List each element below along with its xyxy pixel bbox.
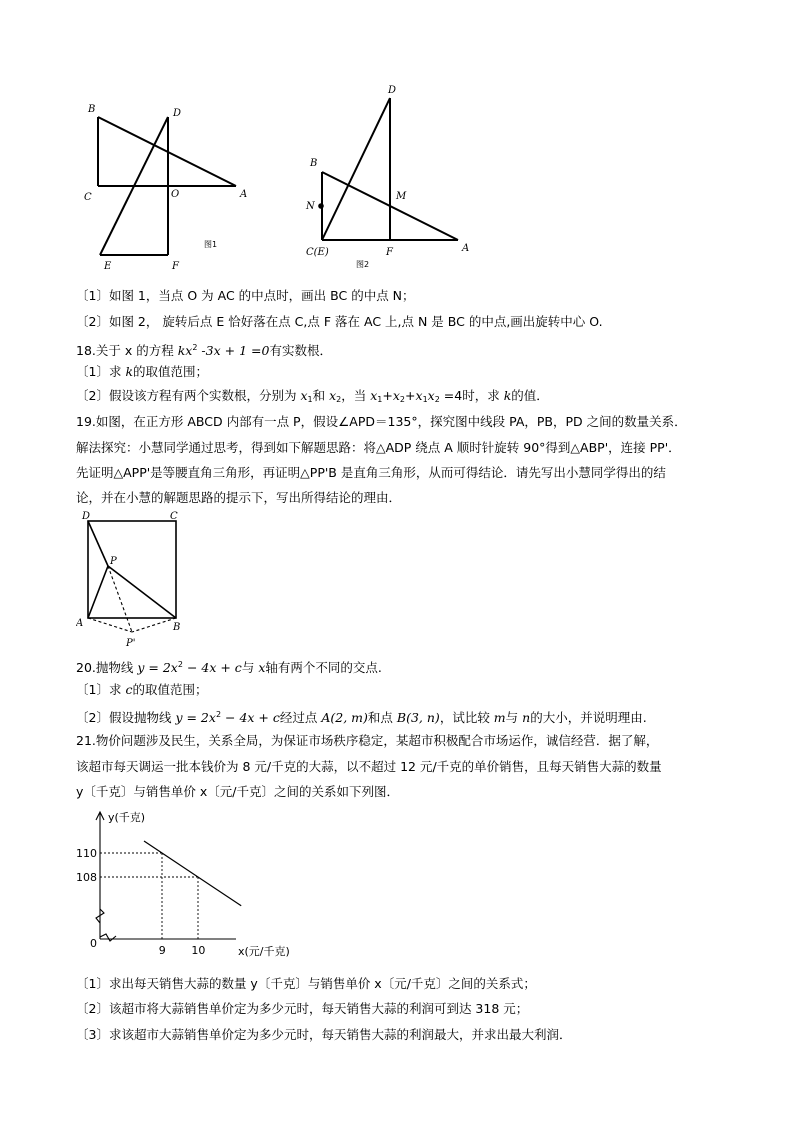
q18-cond-plus: + xyxy=(382,388,393,403)
figure-square xyxy=(76,508,196,653)
fig1-label-C: C xyxy=(84,192,92,203)
q18-p2-c: 时，求 xyxy=(462,388,504,403)
q20-p1-b: 的取值范围； xyxy=(132,682,208,697)
sq-label-A: A xyxy=(76,618,84,629)
q19-line2: 解法探究：小慧同学通过思考，得到如下解题思路：将△ADP 绕点 A 顺时针旋转 90°得到△ABP'，连接 PP'． xyxy=(76,440,681,455)
q18-and: 和 xyxy=(312,388,330,403)
q18-cond-x2: x xyxy=(392,388,400,403)
chart-x-tick-label-0: 9 xyxy=(158,944,166,957)
q20-p2-exp: 2 xyxy=(215,710,222,719)
q19-line1: 19.如图，在正方形 ABCD 内部有一点 P，假设∠APD＝135°，探究图中线段 PA，PB，PD 之间的数量关系． xyxy=(76,414,687,429)
q18-eq-k: k xyxy=(177,343,186,358)
sq-label-B: B xyxy=(173,622,181,633)
q21-part1: 〔1〕求出每天销售大蒜的数量 y〔千克〕与销售单价 x〔元/千克〕之间的关系式； xyxy=(76,976,536,991)
q18-part2 xyxy=(76,388,549,408)
q20-p2-e: 与 xyxy=(505,710,523,725)
q20-m: m xyxy=(493,710,506,725)
q20-point-A: A xyxy=(321,710,331,725)
fig1-label-F: F xyxy=(172,261,179,272)
fig2-label-D: D xyxy=(388,85,397,96)
q21-part2: 〔2〕该超市将大蒜销售单价定为多少元时，每天销售大蒜的利润可到达 318 元； xyxy=(76,1001,529,1016)
q18-p2-a: 〔2〕假设该方程有两个实数根，分别为 xyxy=(76,388,301,403)
segment-PB xyxy=(108,566,176,618)
segment-PD xyxy=(88,521,108,566)
q18-cond-eq: =4 xyxy=(439,388,463,403)
fig1-caption: 图1 xyxy=(204,240,218,249)
q18-text-1: 关于 x 的方程 xyxy=(95,343,178,358)
fig2-caption: 图2 xyxy=(356,260,370,269)
q20-eq-exp: 2 xyxy=(177,660,183,669)
q20-p2-d: ，试比较 xyxy=(439,710,494,725)
q20-x: x xyxy=(258,660,266,675)
q20-point-B-coords: (3, n) xyxy=(406,710,440,725)
q18-eq-rest: -3x + 1 =0 xyxy=(197,343,270,358)
q18-stem xyxy=(76,340,332,359)
q20-p1-c: c xyxy=(125,682,133,697)
fig2-label-F: F xyxy=(386,247,393,258)
chart-x-axis-break xyxy=(100,934,116,941)
figure-2 xyxy=(300,80,480,275)
q20-p2-a: 〔2〕假设抛物线 xyxy=(76,710,176,725)
fig2-segment-CD xyxy=(322,98,390,240)
q20-text-3: 轴有两个不同的交点. xyxy=(265,660,382,675)
q17-part1: 〔1〕如图 1，当点 O 为 AC 的中点时，画出 BC 的中点 N； xyxy=(76,288,415,303)
q20-point-B: B xyxy=(396,710,407,725)
sq-label-D: D xyxy=(82,511,91,522)
fig2-label-B: B xyxy=(310,158,318,169)
q21-part3: 〔3〕求该超市大蒜销售单价定为多少元时，每天销售大蒜的利润最大，并求出最大利润． xyxy=(76,1027,572,1042)
q18-p2-b: ，当 xyxy=(341,388,371,403)
q18-number: 18. xyxy=(76,343,96,358)
q20-n: n xyxy=(522,710,531,725)
figure-1 xyxy=(80,100,260,280)
q20-part1 xyxy=(76,682,207,698)
q18-x1-sub: 1 xyxy=(307,395,313,404)
segment-BP2-dashed xyxy=(132,618,176,632)
q20-text-1: 抛物线 xyxy=(95,660,138,675)
q18-cond-s4: 2 xyxy=(434,395,440,404)
q18-part1 xyxy=(76,364,208,380)
q18-x2: x xyxy=(329,388,337,403)
chart-line-series xyxy=(144,841,241,906)
q18-cond-s1: 1 xyxy=(377,395,383,404)
q18-cond-x3: x xyxy=(415,388,423,403)
q18-eq-x: x xyxy=(185,343,193,358)
q20-p2-c: 和点 xyxy=(367,710,397,725)
fig1-label-E: E xyxy=(104,261,112,272)
q20-p2-f: 的大小，并说明理由. xyxy=(530,710,647,725)
sq-label-P2: P' xyxy=(126,638,136,649)
chart-y-tick-label-1: 108 xyxy=(76,871,97,884)
q18-p2-d: 的值． xyxy=(511,388,549,403)
q18-x1: x xyxy=(300,388,308,403)
fig2-point-N xyxy=(318,203,324,209)
fig1-label-O: O xyxy=(171,189,180,200)
chart-y-tick-label-0: 110 xyxy=(76,847,97,860)
segment-PA xyxy=(88,566,108,618)
segment-AP2-dashed xyxy=(88,618,132,632)
chart-y-label: y(千克) xyxy=(108,811,146,824)
q18-x2-sub: 2 xyxy=(336,395,342,404)
q18-cond-s2: 2 xyxy=(399,395,406,404)
q20-eq: y = 2x xyxy=(137,660,178,675)
q20-eq2: − 4x + c xyxy=(182,660,242,675)
sq-label-C: C xyxy=(170,511,178,522)
q20-text-2: 与 xyxy=(241,660,259,675)
q21-line2: 该超市每天调运一批本钱价为 8 元/千克的大蒜，以不超过 12 元/千克的单价销售，且每天销售大蒜的数量 xyxy=(76,759,662,774)
q18-p1-a: 〔1〕求 xyxy=(76,364,126,379)
q20-p2-eq2: − 4x + c xyxy=(221,710,280,725)
q17-part2: 〔2〕如图 2， 旋转后点 E 恰好落在点 C,点 F 落在 AC 上,点 N 是 BC 的中点,画出旋转中心 O. xyxy=(76,314,603,329)
chart-x-tick-label-1: 10 xyxy=(191,944,206,957)
fig1-label-B: B xyxy=(88,104,96,115)
fig2-label-M: M xyxy=(396,191,407,202)
q18-p1-b: 的取值范围； xyxy=(133,364,209,379)
q19-line3: 先证明△APP'是等腰直角三角形，再证明△PP'B 是直角三角形，从而可得结论．请先写出小慧同学得出的结 xyxy=(76,465,666,480)
fig1-label-A: A xyxy=(240,189,248,200)
sq-label-P: P xyxy=(110,556,117,567)
q18-cond-s3: 1 xyxy=(422,395,428,404)
q20-number: 20. xyxy=(76,660,96,675)
q18-cond-x4: x xyxy=(427,388,435,403)
q20-point-A-coords: (2, m) xyxy=(330,710,368,725)
fig2-label-CE: C(E) xyxy=(306,247,329,258)
q18-p1-k: k xyxy=(125,364,134,379)
chart-origin-label: 0 xyxy=(90,937,97,950)
q18-cond-plus2: + xyxy=(405,388,416,403)
q20-part2 xyxy=(76,707,647,726)
q18-eq-exp: 2 xyxy=(192,343,198,352)
q21-line3: y〔千克〕与销售单价 x〔元/千克〕之间的关系如下列图． xyxy=(76,784,399,799)
chart-x-label: x(元/千克) xyxy=(238,945,290,958)
q21-line1: 21.物价问题涉及民生，关系全局，为保证市场秩序稳定，某超市积极配合市场运作，诚信经营．据了解， xyxy=(76,733,659,748)
q19-line4: 论，并在小慧的解题思路的提示下，写出所得结论的理由． xyxy=(76,490,402,505)
square-ABCD xyxy=(88,521,176,618)
q18-text-2: 有实数根． xyxy=(269,343,332,358)
fig1-label-D: D xyxy=(173,108,182,119)
q20-p1-a: 〔1〕求 xyxy=(76,682,126,697)
fig2-label-N: N xyxy=(306,201,315,212)
q20-p2-eq: y = 2x xyxy=(175,710,216,725)
fig2-label-A: A xyxy=(462,243,470,254)
q18-cond-x1: x xyxy=(370,388,378,403)
q18-p2-k: k xyxy=(503,388,512,403)
chart-sales-vs-price xyxy=(76,805,336,965)
q20-stem xyxy=(76,657,382,676)
q20-p2-b: 经过点 xyxy=(279,710,322,725)
